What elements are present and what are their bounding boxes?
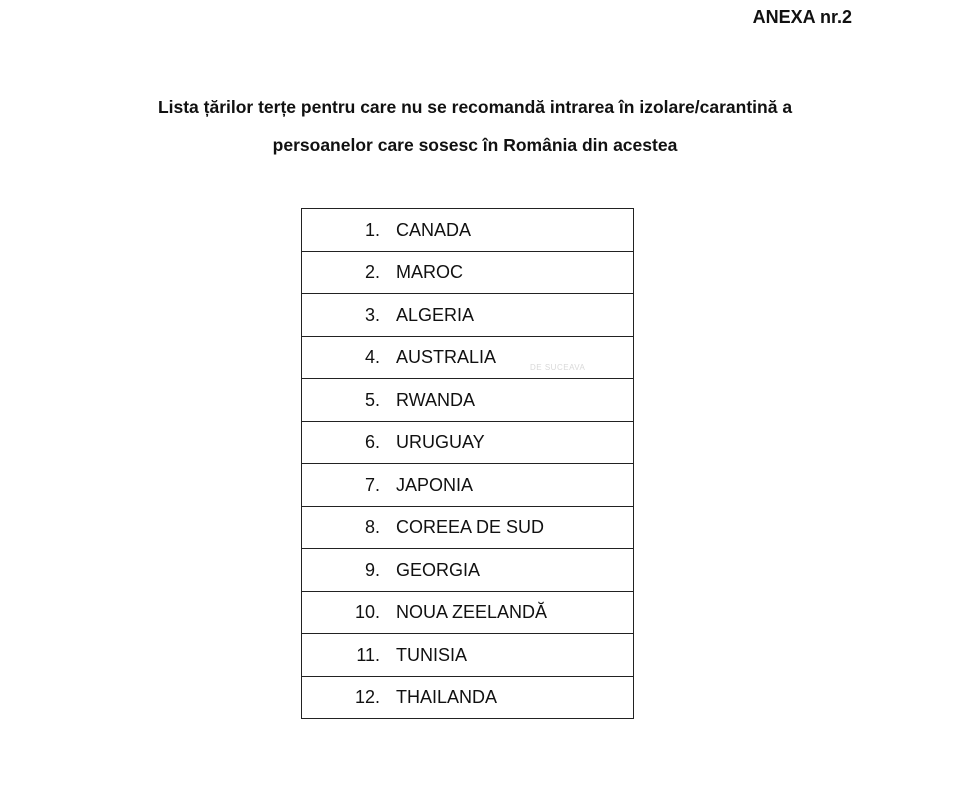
- row-number: 11.: [302, 634, 397, 677]
- country-name: THAILANDA: [396, 676, 634, 719]
- row-number: 6.: [302, 421, 397, 464]
- table-row: [302, 506, 634, 549]
- country-name: AUSTRALIA: [396, 336, 634, 379]
- row-number: 8.: [302, 506, 397, 549]
- country-name: GEORGIA: [396, 549, 634, 592]
- row-number: 12.: [302, 676, 397, 719]
- table-row: [302, 294, 634, 337]
- table-row: [302, 251, 634, 294]
- country-name: ALGERIA: [396, 294, 634, 337]
- row-number: 10.: [302, 591, 397, 634]
- title-line-2: persoanelor care sosesc în România din acestea: [272, 135, 678, 155]
- table-row: [302, 676, 634, 719]
- country-name: COREEA DE SUD: [396, 506, 634, 549]
- title-line-1: Lista țărilor terțe pentru care nu se recomandă intrarea în izolare/carantină a: [157, 97, 793, 117]
- country-name: TUNISIA: [396, 634, 634, 677]
- watermark: DE SUCEAVA: [530, 363, 586, 372]
- annex-label: ANEXA nr.2: [752, 7, 852, 27]
- table-row: [302, 591, 634, 634]
- row-number: 1.: [364, 219, 380, 240]
- row-number: 2.: [302, 251, 397, 294]
- document-title: [60, 88, 890, 164]
- table-row: [302, 209, 634, 252]
- row-number: 4.: [302, 336, 397, 379]
- country-name: CANADA: [396, 219, 472, 240]
- country-name: URUGUAY: [396, 421, 634, 464]
- row-number: 3.: [302, 294, 397, 337]
- country-name: JAPONIA: [396, 464, 634, 507]
- country-name: NOUA ZEELANDĂ: [396, 591, 634, 634]
- country-name: RWANDA: [396, 379, 634, 422]
- row-number: 7.: [302, 464, 397, 507]
- table-row: [302, 549, 634, 592]
- country-name: MAROC: [396, 251, 634, 294]
- row-number: 9.: [302, 549, 397, 592]
- country-list-table: [301, 208, 634, 719]
- table-row: [302, 336, 634, 379]
- row-number: 5.: [302, 379, 397, 422]
- table-row: [302, 464, 634, 507]
- table-row: [302, 634, 634, 677]
- table-row: [302, 379, 634, 422]
- table-row: [302, 421, 634, 464]
